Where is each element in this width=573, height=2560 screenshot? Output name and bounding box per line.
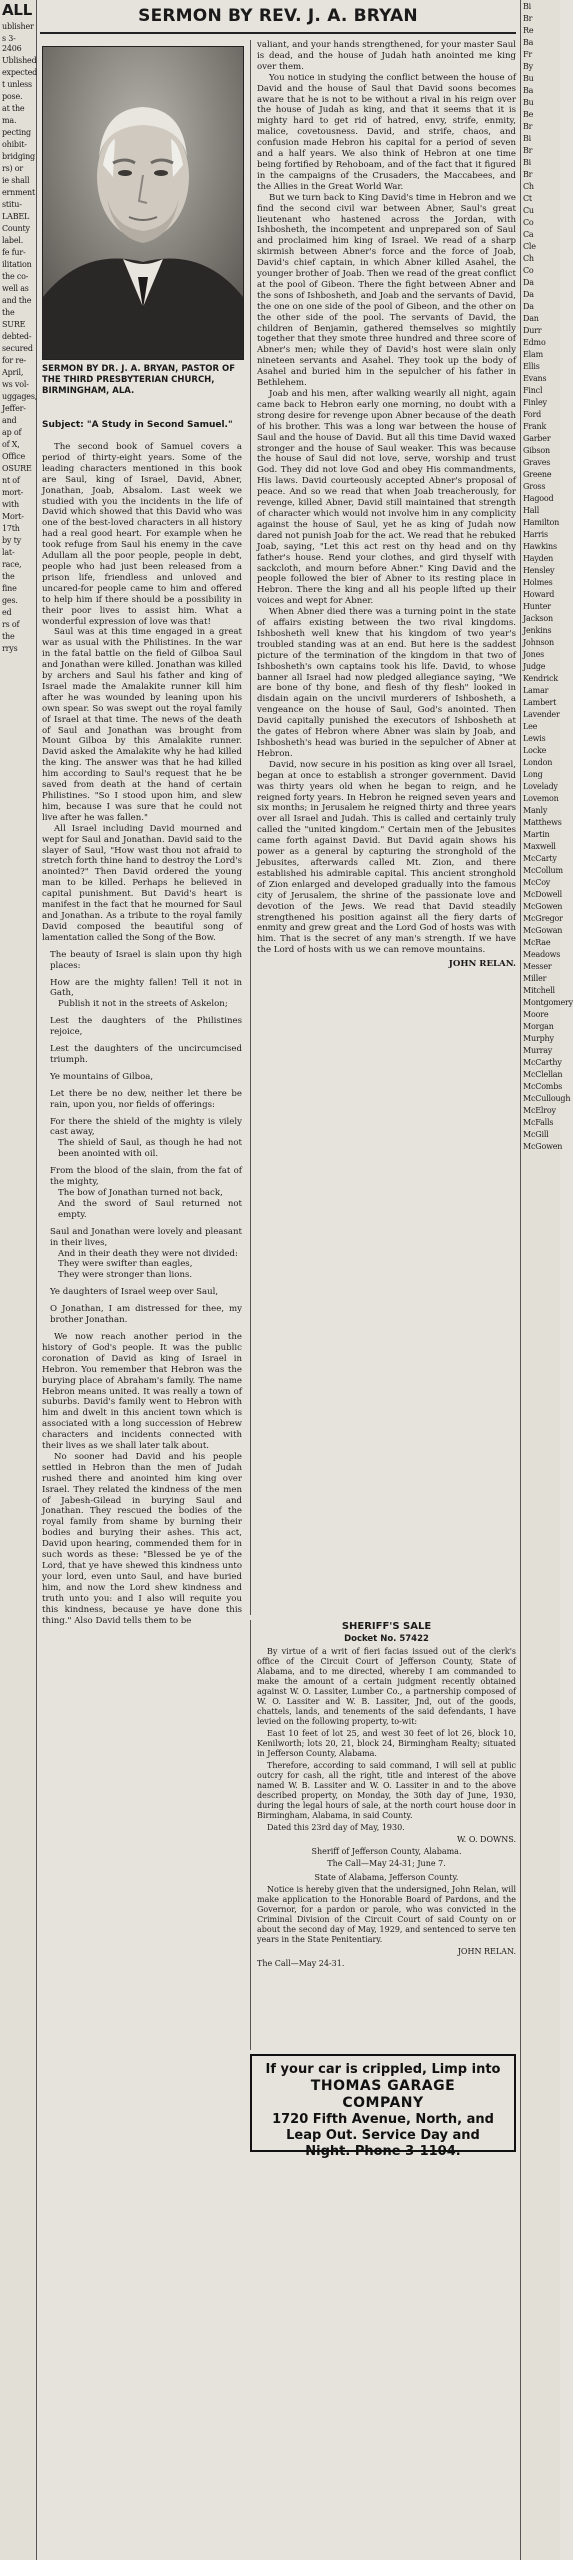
strip-line: lat-: [2, 548, 15, 557]
right-strip-text: [521, 0, 573, 1156]
left-strip-text: [0, 0, 36, 658]
paragraph: No sooner had David and his people settled in Hebron than the men of Judah rushed there and anointed him king over Israel. They related the kindness of the men of Jabesh-Gilead in burying Saul and Jonathan. They rescued the bodies of the royal family from shame by burning their bodies and burying their ashes. This act, David upon hearing, commended them for in such words as these: "Blessed be ye of the Lord, that ye have shewed this kindness unto your lord, even unto Saul, and have buried him, and now the Lord shew kindness and truth unto you: and I also will requite you this kindness, because ye have done this thing." Also David tells them to be: [42, 1451, 242, 1626]
strip-line: McCarty: [523, 854, 557, 863]
strip-line: Ublished: [2, 56, 37, 65]
strip-line: McFalls: [523, 1118, 554, 1127]
strip-line: fine: [2, 584, 17, 593]
strip-line: Jones: [523, 650, 545, 659]
strip-line: nt of: [2, 476, 20, 485]
strip-line: Meadows: [523, 950, 561, 959]
strip-line: Fincl: [523, 386, 543, 395]
strip-line: ma.: [2, 116, 17, 125]
strip-line: Lovelady: [523, 782, 558, 791]
strip-line: rs) or: [2, 164, 24, 173]
sale-paragraph: By virtue of a writ of fieri facias issued out of the clerk's office of the Circuit Court of Jefferson County, State of Alabama, and to me directed, whereby I am commanded to make the amount of a certain judgment recently obtained against W. O. Lassiter, Lumber Co., a partnership composed of W. O. Lassiter and W. B. Lassiter, Jnd, out of the goods, chattels, lands, and tenements of the said defendants, I have levied on the following property, to-wit:: [257, 1647, 516, 1726]
strip-line: McGowan: [523, 926, 563, 935]
ad-line: If your car is crippled, Limp into: [265, 2062, 501, 2077]
strip-line: Da: [523, 278, 534, 287]
strip-line: ilitation: [2, 260, 32, 269]
strip-line: Garber: [523, 434, 551, 443]
strip-line: with: [2, 500, 19, 509]
strip-line: 17th: [2, 524, 20, 533]
strip-line: Ca: [523, 230, 534, 239]
sermon-subject: Subject: "A Study in Second Samuel.": [42, 420, 233, 430]
strip-line: Bu: [523, 74, 534, 83]
strip-line: Johnson: [523, 638, 555, 647]
strip-line: Hunter: [523, 602, 551, 611]
left-strip-heading: ALL: [2, 1, 33, 19]
verse-line: Lest the daughters of the uncircumcised triumph.: [50, 1044, 242, 1065]
strip-line: Locke: [523, 746, 547, 755]
strip-line: Fr: [523, 50, 532, 59]
strip-line: McCullough: [523, 1094, 571, 1103]
paragraph: Saul was at this time engaged in a great war as usual with the Philistines. In the war in the fatal battle on the field of Gilboa Saul and Jonathan were killed. Jonathan was killed by archers and Saul his father and king of Israel made the Amalakite runner kill him after he was wounded by leaning upon his own spear. So was swept out the royal family of Israel at that time. The news of the death of Saul and Jonathan was brought from Mount Gilboa by this Amalakite runner. David asked the Amalakite why he had killed the king. The answer was that he had killed him according to Saul's request that he be saved from death at the hand of certain Philistines. "So I stood upon him, and slew him, because I was sure that he could not live after he was fallen.": [42, 627, 242, 823]
strip-line: McGill: [523, 1130, 549, 1139]
verse-line: And the sword of Saul returned not empty.: [58, 1198, 242, 1220]
strip-line: McGregor: [523, 914, 563, 923]
strip-line: the: [2, 572, 15, 581]
strip-line: Lee: [523, 722, 538, 731]
strip-line: Hayden: [523, 554, 554, 563]
sale-paragraph: Dated this 23rd day of May, 1930.: [267, 1823, 405, 1832]
sale-paragraph: Sheriff of Jefferson County, Alabama.: [311, 1847, 462, 1856]
paragraph: You notice in studying the conflict between the house of David and the house of Saul that David soons becomes aware that he is not to be without a rival in his reign over the house of Judah as king, and that it seems that it is mighty hard to get rid of hatred, envy, strife, enmity, malice, covetousness. David, and strife, chaos, and confusion made Hebron his capital for a period of seven and a half years. We also think of Hebron at one time being fortified by Rehoboam, and of the fact that it figured in the campaigns of the Crusaders, the Maccabees, and the Allies in the Great World War.: [257, 72, 516, 192]
strip-line: Hensley: [523, 566, 555, 575]
strip-line: Ba: [523, 86, 534, 95]
sale-docket: Docket No. 57422: [344, 1634, 429, 1644]
strip-line: Bi: [523, 134, 532, 143]
strip-line: Ch: [523, 254, 534, 263]
strip-line: pecting: [2, 128, 31, 137]
strip-line: McRae: [523, 938, 551, 947]
verse-line: From the blood of the slain, from the fat of the mighty,: [50, 1166, 242, 1188]
strip-line: ublisher: [2, 22, 34, 31]
strip-line: fe fur-: [2, 248, 26, 257]
verse-line: They were swifter than eagles,: [58, 1259, 193, 1270]
strip-line: Morgan: [523, 1022, 554, 1031]
strip-line: Murray: [523, 1046, 553, 1055]
strip-line: London: [523, 758, 553, 767]
strip-line: expected: [2, 68, 38, 77]
strip-line: ie shall: [2, 176, 30, 185]
paragraph: The second book of Samuel covers a period of thirty-eight years. Some of the leading characters mentioned in this book are Saul, king of Israel, David, Abner, Jonathan, Joab, Absalom. Last week we studied with you the incidents in the life of David which showed that this David who was one of the best-loved characters in all history had a real good heart. For example when he took refuge from Saul his enemy in the cave Adullam all the poor people, people in debt, people who had just been released from a prison life, friendless and unloved and uncared-for people came to him and offered to help him if there should be a possibility in their poor lives to assist him. What a wonderful expression of love was that!: [42, 442, 242, 627]
strip-line: Greene: [523, 470, 552, 479]
verse-line: Ye daughters of Israel weep over Saul,: [50, 1287, 219, 1298]
strip-line: well as: [2, 284, 29, 293]
verse-line: Saul and Jonathan were lovely and pleasant in their lives,: [50, 1226, 242, 1248]
verse-line: The beauty of Israel is slain upon thy high places:: [50, 949, 242, 971]
verse-line: Ye mountains of Gilboa,: [50, 1071, 154, 1082]
strip-line: Bu: [523, 98, 534, 107]
strip-line: McCombs: [523, 1082, 563, 1091]
strip-line: and the: [2, 296, 32, 305]
strip-line: Ch: [523, 182, 534, 191]
strip-line: Jenkins: [523, 626, 552, 635]
strip-line: Re: [523, 26, 534, 35]
strip-line: pose.: [2, 92, 23, 101]
strip-line: t unless: [2, 80, 32, 89]
verse-line: And in their death they were not divided:: [58, 1248, 238, 1259]
strip-line: Ford: [523, 410, 542, 419]
ad-line: Leap Out. Service Day and: [286, 2128, 480, 2143]
verse-line: O Jonathan, I am distressed for thee, my brother Jonathan.: [50, 1304, 242, 1326]
sale-paragraph: Notice is hereby given that the undersigned, John Relan, will make application to the Honorable Board of Pardons, and the Governor, for a pardon or parole, who was convicted in the Criminal Division of the Circuit Court of said County on or about the second day of May, 1929, and sentenced to serve ten years in the State Penitentiary.: [257, 1885, 516, 1944]
strip-line: Finley: [523, 398, 547, 407]
paragraph: Joab and his men, after walking wearily all night, again came back to Hebron early one morning, no doubt with a strong desire for revenge upon Abner because of the death of his brother. This was a long war between the house of Saul and the house of David. But all this time David waxed stronger and the house of Saul weaker. This was because the house of Saul did not love, serve, worship and trust God. They did not love God and obey His commandments, His laws. David courteously accepted Abner's proposal of peace. And so we read that when Joab treacherously, for revenge, killed Abner, David still maintained that strength of character which would not involve him in any complicity against the house of Saul, yet he as king of Judah now dared not punish Joab for the act. We read that he rebuked Joab, saying, "Let this act rest on thy head and on thy father's house. Rend your clothes, and gird thyself with sackcloth, and mourn before Abner." King David and the people followed the bier of Abner to its resting place in Hebron. There the king and all his people lifted up their voices and wept for Abner.: [257, 389, 516, 607]
strip-line: Br: [523, 122, 533, 131]
strip-line: Ct: [523, 194, 532, 203]
portrait-photo: [42, 46, 244, 360]
strip-line: Miller: [523, 974, 547, 983]
verse-line: The bow of Jonathan turned not back,: [58, 1188, 223, 1198]
strip-line: Howard: [523, 590, 555, 599]
strip-line: Ba: [523, 38, 534, 47]
strip-line: By: [523, 62, 533, 71]
paragraph: David, now secure in his position as king over all Israel, began at once to establish a stronger government. David was thirty years old when he began to reign, and he reigned forty years. In Hebron he reigned seven years and six months; in Jerusalem he reigned thirty and three years over all Israel and Judah. This is called and certainly truly called the "united kingdom." Certain men of the Jebusites came forth against David. But David again shows his power as a general by capturing the stronghold of the Jebusites, afterwards called Mt. Zion, and there established his admirable capital. This ancient stronghold of Zion enlarged and developed gradually into the famous city of Jerusalem, the shrine of the passionate love and devotion of the Jews. We read that David steadily strengthened his position against all the fiery darts of enmity and grew great and the Lord God of hosts was with him. That is the secret of any man's strength. If we have the Lord of hosts with us we can remove mountains.: [257, 759, 516, 956]
strip-line: McCarthy: [523, 1058, 562, 1067]
strip-line: Durr: [523, 326, 542, 335]
paragraph: valiant, and your hands strengthened, for your master Saul is dead, and the house of Judah hath anointed me king over them.: [257, 40, 516, 72]
strip-line: Lovemon: [523, 794, 559, 803]
strip-line: Long: [523, 770, 543, 779]
strip-line: the: [2, 308, 15, 317]
strip-line: Lewis: [523, 734, 546, 743]
strip-line: ap of: [2, 428, 22, 437]
strip-line: Murphy: [523, 1034, 554, 1043]
strip-line: by ty: [2, 536, 21, 545]
strip-line: Moore: [523, 1010, 549, 1019]
strip-line: mort-: [2, 488, 24, 497]
strip-line: Hamilton: [523, 518, 560, 527]
strip-line: Matthews: [523, 818, 562, 827]
strip-line: ohibit-: [2, 140, 27, 149]
strip-line: Graves: [523, 458, 551, 467]
strip-line: Frank: [523, 422, 547, 431]
strip-line: Cle: [523, 242, 536, 251]
strip-line: Office: [2, 452, 26, 461]
strip-line: Hawkins: [523, 542, 557, 551]
notice-signature: JOHN RELAN.: [448, 959, 516, 970]
strip-line: Mort-: [2, 512, 24, 521]
strip-line: Bi: [523, 158, 532, 167]
strip-line: Br: [523, 170, 533, 179]
right-column-strip: [520, 0, 573, 2560]
strip-line: s 3-2406: [2, 34, 22, 53]
strip-line: and: [2, 416, 17, 425]
strip-line: rrys: [2, 644, 18, 653]
strip-line: Holmes: [523, 578, 553, 587]
strip-line: ws vol-: [2, 380, 29, 389]
ad-phone: Night. Phone 3-1104.: [305, 2144, 461, 2159]
sermon-headline: SERMON BY REV. J. A. BRYAN: [40, 6, 516, 34]
strip-line: Co: [523, 218, 534, 227]
strip-line: Evans: [523, 374, 547, 383]
strip-line: County: [2, 224, 30, 233]
strip-line: Da: [523, 302, 534, 311]
strip-line: McCoy: [523, 878, 551, 887]
strip-line: Messer: [523, 962, 552, 971]
strip-line: LABEL: [2, 212, 30, 221]
strip-line: debted-: [2, 332, 32, 341]
strip-line: at the: [2, 104, 25, 113]
strip-line: rs of: [2, 620, 20, 629]
strip-line: race,: [2, 560, 22, 569]
portrait-caption: SERMON BY DR. J. A. BRYAN, PASTOR OF THE THIRD PRESBYTERIAN CHURCH, BIRMINGHAM, ALA.: [42, 364, 236, 396]
sale-signer: W. O. DOWNS.: [456, 1835, 516, 1844]
strip-line: the co-: [2, 272, 29, 281]
strip-line: McDowell: [523, 890, 563, 899]
strip-line: ed: [2, 608, 12, 617]
ad-address: 1720 Fifth Avenue, North, and: [272, 2112, 494, 2127]
strip-line: ges.: [2, 596, 18, 605]
strip-line: Mitchell: [523, 986, 555, 995]
strip-line: Jackson: [523, 614, 553, 623]
strip-line: Lavender: [523, 710, 560, 719]
strip-line: Elam: [523, 350, 543, 359]
strip-line: for re-: [2, 356, 27, 365]
sale-paragraph: State of Alabama, Jefferson County.: [314, 1873, 459, 1882]
ad-company-name: THOMAS GARAGE: [310, 2078, 456, 2094]
paragraph: When Abner died there was a turning point in the state of affairs existing between the two rival kingdoms. Ishbosheth well knew that his kingdom of two year's troubled standing was at an end. But here is the saddest picture of the termination of the kingdom in that two of Ishbosheth's own captains took his life. David, to whose banner all Israel had now pledged allegiance saying, "We are bone of thy bone, and flesh of thy flesh" looked in disdain again on the uncivil murderers of Ishbosheth, a vengeance on the house of Saul, God's anointed. Then David capitally punished the executors of Ishbosheth at the gates of Hebron where Abner was slain by Joab, and Ishbosheth's head was buried in the sepulcher of Abner at Hebron.: [257, 607, 516, 759]
ad-company-name: COMPANY: [342, 2095, 424, 2111]
strip-line: Da: [523, 290, 534, 299]
strip-line: Cu: [523, 206, 534, 215]
strip-line: Co: [523, 266, 534, 275]
strip-line: Ellis: [523, 362, 540, 371]
strip-line: Lambert: [523, 698, 557, 707]
strip-line: Br: [523, 146, 533, 155]
strip-line: Kendrick: [523, 674, 558, 683]
sale-heading: SHERIFF'S SALE: [341, 1621, 432, 1632]
strip-line: McGowen: [523, 1142, 563, 1151]
strip-line: ernment: [2, 188, 35, 197]
strip-line: McCollum: [523, 866, 563, 875]
strip-line: Jeffer-: [2, 404, 26, 413]
article-column-a: [42, 442, 242, 2560]
thomas-garage-ad: [250, 2054, 516, 2159]
strip-line: April,: [2, 368, 24, 377]
strip-line: McElroy: [523, 1106, 556, 1115]
verse-line: For there the shield of the mighty is vilely cast away,: [50, 1116, 242, 1138]
strip-line: stitu-: [2, 200, 22, 209]
strip-line: Manly: [523, 806, 548, 815]
strip-line: uggages,: [2, 392, 38, 401]
sale-date: The Call—May 24-31; June 7.: [327, 1859, 446, 1868]
strip-line: bridging: [2, 152, 35, 161]
portrait-illustration: [43, 47, 243, 359]
sale-paragraph: Therefore, according to said command, I will sell at public outcry for cash, all the right, title and interest of the above named W. B. Lassiter and W. O. Lassiter in and to the above described property, on Monday, the 30th day of June, 1930, during the legal hours of sale, at the north court house door in Birmingham, Alabama, in said County.: [257, 1761, 516, 1820]
strip-line: secured: [2, 344, 33, 353]
verse-line: Let there be no dew, neither let there be rain, upon you, nor fields of offerings:: [50, 1088, 242, 1110]
strip-line: Martin: [523, 830, 550, 839]
strip-line: Harris: [523, 530, 548, 539]
sale-date: The Call—May 24-31.: [257, 1959, 345, 1968]
strip-line: McClellan: [523, 1070, 563, 1079]
article-column-b: [250, 40, 516, 1615]
strip-line: OSURE: [2, 464, 32, 473]
strip-line: Edmo: [523, 338, 546, 347]
verse-line: How are the mighty fallen! Tell it not in Gath,: [50, 977, 242, 999]
strip-line: Be: [523, 110, 534, 119]
strip-line: SURE: [2, 320, 26, 329]
verse-line: The shield of Saul, as though he had not been anointed with oil.: [58, 1138, 242, 1160]
strip-line: Br: [523, 14, 533, 23]
sale-paragraph: East 10 feet of lot 25, and west 30 feet of lot 26, block 10, Kenilworth; lots 20, 21, block 24, Birmingham Realty; situated in Jefferson County, Alabama.: [257, 1729, 516, 1758]
strip-line: Hall: [523, 506, 540, 515]
strip-line: Hagood: [523, 494, 554, 503]
strip-line: Lamar: [523, 686, 549, 695]
strip-line: of X,: [2, 440, 20, 449]
strip-line: the: [2, 632, 15, 641]
strip-line: Bi: [523, 2, 532, 11]
notice-signer: JOHN RELAN.: [457, 1947, 516, 1956]
strip-line: Gross: [523, 482, 546, 491]
verse-line: Lest the daughters of the Philistines rejoice,: [50, 1016, 242, 1038]
strip-line: Montgomery: [523, 998, 573, 1007]
strip-line: Judge: [523, 662, 546, 671]
sheriffs-sale-notice: [250, 1620, 516, 2050]
verse-line: Publish it not in the streets of Askelon;: [58, 999, 228, 1010]
strip-line: McGowen: [523, 902, 563, 911]
strip-line: Gibson: [523, 446, 550, 455]
strip-line: label.: [2, 236, 24, 245]
left-column-strip: [0, 0, 37, 2560]
paragraph: All Israel including David mourned and wept for Saul and Jonathan. David said to the slayer of Saul, "How wast thou not afraid to stretch forth thine hand to destroy the Lord's anointed?" Then David ordered the young man to be killed. Perhaps he believed in capital punishment. But David's heart is manifest in the fact that he mourned for Saul and Jonathan. As a tribute to the royal family David composed the beautiful song of lamentation called the Song of the Bow.: [42, 823, 242, 943]
paragraph: We now reach another period in the history of God's people. It was the public coronation of David as king of Israel in Hebron. You remember that Hebron was the burying place of Abraham's family. The name Hebron means united. It was really a town of suburbs. David's family went to Hebron with him and dwelt in this ancient town which is associated with a long succession of Hebrew characters and incidents connected with their lives as we shall later talk about.: [42, 1331, 242, 1452]
strip-line: Dan: [523, 314, 539, 323]
strip-line: Maxwell: [523, 842, 556, 851]
verse-line: They were stronger than lions.: [58, 1270, 193, 1281]
paragraph: But we turn back to King David's time in Hebron and we find the second civil war between Abner, Saul's great lieutenant who hastened across the Jordan, with Ishbosheth, the incompetent and unprepared son of Saul and proclaimed him king of Israel. We read of a sharp skirmish between Abner's force and the force of Joab, David's chief captain, in which Abner killed Asahel, the younger brother of Joab. Then we read of the great conflict at the pool of Gibeon. There the fight between Abner and the sons of Ishbosheth, and Joab and the servants of David, the one on one side of the pool of Gibeon, and the other on the other side of the pool. The servants of David, the children of Benjamin, gathered themselves so mightily together that they smote three hundred and three score of Abner's men; while they of David's host were slain only nineteen servants and Asahel. They took up the body of Asahel and buried him in the sepulcher of his father in Bethlehem.: [257, 192, 517, 389]
